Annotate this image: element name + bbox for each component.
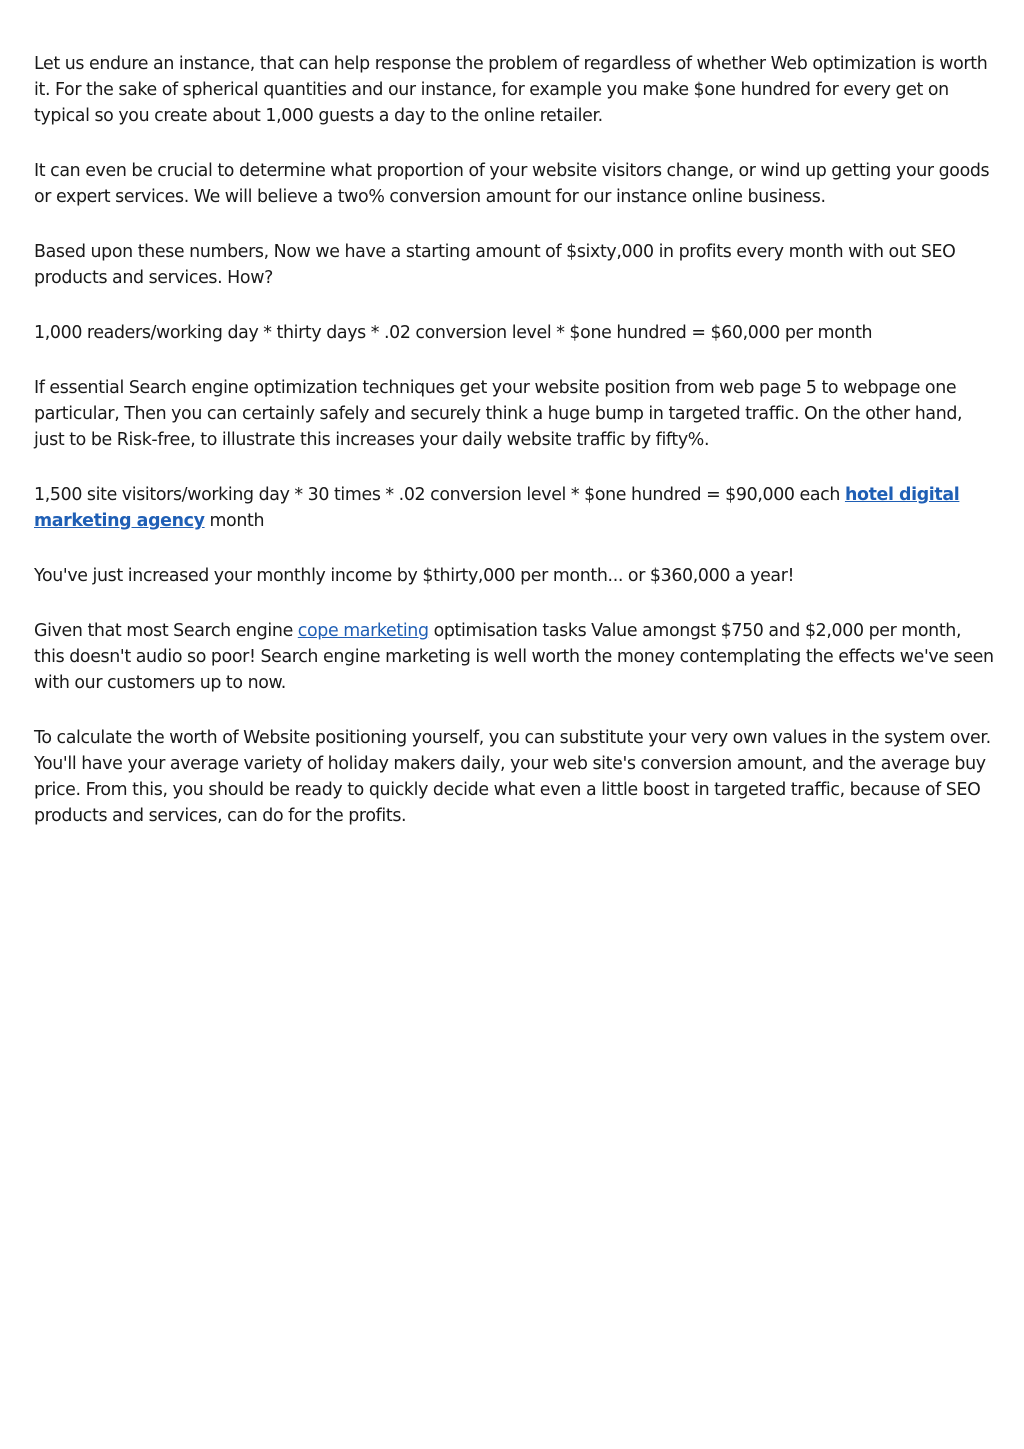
paragraph-8 xyxy=(34,618,994,696)
paragraph-5: If essential Search engine optimization techniques get your website position from web page 5 to webpage one particular, Then you can certainly safely and securely think a huge bump in targeted traffic. On the other hand, just to be Risk-free, to illustrate this increases your daily website traffic by fifty%. xyxy=(34,378,963,450)
paragraph-1: Let us endure an instance, that can help response the problem of regardless of whether Web optimization is worth it. For the sake of spherical quantities and our instance, for example you make $one hundred for every get on typical so you create about 1,000 guests a day to the online retailer. xyxy=(34,54,988,126)
paragraph-4: 1,000 readers/working day * thirty days * .02 conversion level * $one hundred = $60,000 per month xyxy=(34,323,873,343)
paragraph-8-text-after: optimisation tasks Value amongst $750 and $2,000 per month, this doesn't audio so poor! Search engine marketing is well worth the money contemplating the effects we've seen with our customers up to now. xyxy=(34,621,994,693)
paragraph-6 xyxy=(34,482,994,534)
paragraph-8-text-before: Given that most Search engine xyxy=(34,621,298,641)
hotel-digital-marketing-agency-link[interactable]: hotel digital marketing agency xyxy=(34,485,960,531)
paragraph-6-text-after: month xyxy=(204,511,265,531)
document-body xyxy=(34,51,994,858)
paragraph-7: You've just increased your monthly income by $thirty,000 per month... or $360,000 a year! xyxy=(34,566,795,586)
paragraph-3: Based upon these numbers, Now we have a starting amount of $sixty,000 in profits every month with out SEO products and services. How? xyxy=(34,242,956,288)
cope-marketing-link[interactable]: cope marketing xyxy=(297,621,429,641)
paragraph-2: It can even be crucial to determine what proportion of your website visitors change, or wind up getting your goods or expert services. We will believe a two% conversion amount for our instance online business. xyxy=(34,161,990,207)
paragraph-9: To calculate the worth of Website positioning yourself, you can substitute your very own values in the system over. You'll have your average variety of holiday makers daily, your web site's conversion amount, and the average buy price. From this, you should be ready to quickly decide what even a little boost in targeted traffic, because of SEO products and services, can do for the profits. xyxy=(34,728,991,826)
paragraph-6-text-before: 1,500 site visitors/working day * 30 times * .02 conversion level * $one hundred = $90,000 each xyxy=(34,485,845,505)
